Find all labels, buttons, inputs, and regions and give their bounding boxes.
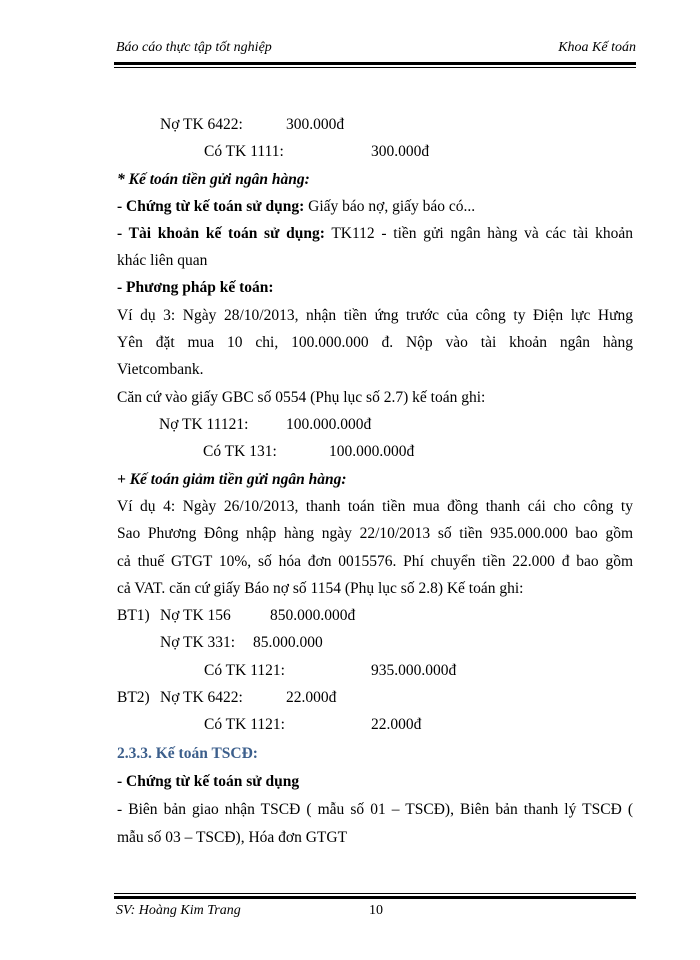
section-heading: 2.3.3. Kế toán TSCĐ: [117,745,258,762]
example3-line3: Vietcombank. [117,361,204,378]
example3-line2: Yên đặt mua 10 chi, 100.000.000 đ. Nộp vào tài khoản ngân hàng [117,334,633,351]
header-left: Báo cáo thực tập tốt nghiệp [116,40,272,55]
deposit-heading: * Kế toán tiền gửi ngân hàng: [117,171,310,188]
example3-credit: Có TK 131: [203,443,277,460]
example4-line3: cả thuế GTGT 10%, số hóa đơn 0015576. Phí chuyển tiền 22.000 đ bao gồm [117,553,633,570]
example4-line2: Sao Phương Đông nhập hàng ngày 22/10/2013 số tiền 935.000.000 bao gồm [117,525,633,542]
header-right: Khoa Kế toán [558,40,636,55]
bt1-label: BT1) [117,607,150,624]
example4-line4: cả VAT. căn cứ giấy Báo nợ số 1154 (Phụ lục số 2.8) Kế toán ghi: [117,580,524,597]
bt2-debit-amount: 22.000đ [286,689,337,706]
method-label: - Phương pháp kế toán: [117,279,274,296]
entry-credit-amount: 300.000đ [371,143,430,160]
accounts-text: TK112 - tiền gửi ngân hàng và các tài khoản [331,225,633,242]
footer-rule-thick [114,896,636,899]
footer-rule-thin [114,893,636,894]
bt1-credit: Có TK 1121: [204,662,285,679]
docs-label: - Chứng từ kế toán sử dụng: [117,198,305,215]
bt1-debit2: Nợ TK 331: [160,634,236,651]
accounts-text-cont: khác liên quan [117,252,208,269]
example3-credit-amount: 100.000.000đ [329,443,415,460]
footer-student: SV: Hoàng Kim Trang [116,903,241,918]
page-number: 10 [369,903,383,918]
entry-debit-amount: 300.000đ [286,116,345,133]
bt2-credit: Có TK 1121: [204,716,285,733]
accounts-label: - Tài khoản kế toán sử dụng: [117,225,325,242]
example4-line1: Ví dụ 4: Ngày 26/10/2013, thanh toán tiền mua đồng thanh cái cho công ty [117,498,633,515]
bt1-debit1-amount: 850.000.000đ [270,607,356,624]
entry-debit: Nợ TK 6422: [160,116,243,133]
bt1-credit-amount: 935.000.000đ [371,662,457,679]
example3-line1: Ví dụ 3: Ngày 28/10/2013, nhận tiền ứng trước của công ty Điện lực Hưng [117,307,633,324]
bt2-debit: Nợ TK 6422: [160,689,243,706]
bt1-debit1: Nợ TK 156 [160,607,231,624]
entry-credit: Có TK 1111: [204,143,284,160]
example3-debit: Nợ TK 11121: [159,416,249,433]
docs-text: Giấy báo nợ, giấy báo có... [304,198,476,215]
bt2-credit-amount: 22.000đ [371,716,422,733]
fixed-docs-text1: - Biên bản giao nhận TSCĐ ( mẫu số 01 – TSCĐ), Biên bản thanh lý TSCĐ ( [117,801,633,818]
bt1-debit2-amount: 85.000.000 [253,634,323,651]
example3-line4: Căn cứ vào giấy GBC số 0554 (Phụ lục số 2.7) kế toán ghi: [117,389,486,406]
header-rule-thick [114,62,636,65]
header-rule-thin [114,67,636,68]
decrease-heading: + Kế toán giảm tiền gửi ngân hàng: [117,471,347,488]
fixed-docs-text2: mẫu số 03 – TSCĐ), Hóa đơn GTGT [117,829,348,846]
fixed-docs-label: - Chứng từ kế toán sử dụng [117,773,300,790]
bt2-label: BT2) [117,689,150,706]
example3-debit-amount: 100.000.000đ [286,416,372,433]
docs-line [117,198,475,216]
accounts-line [117,225,633,243]
